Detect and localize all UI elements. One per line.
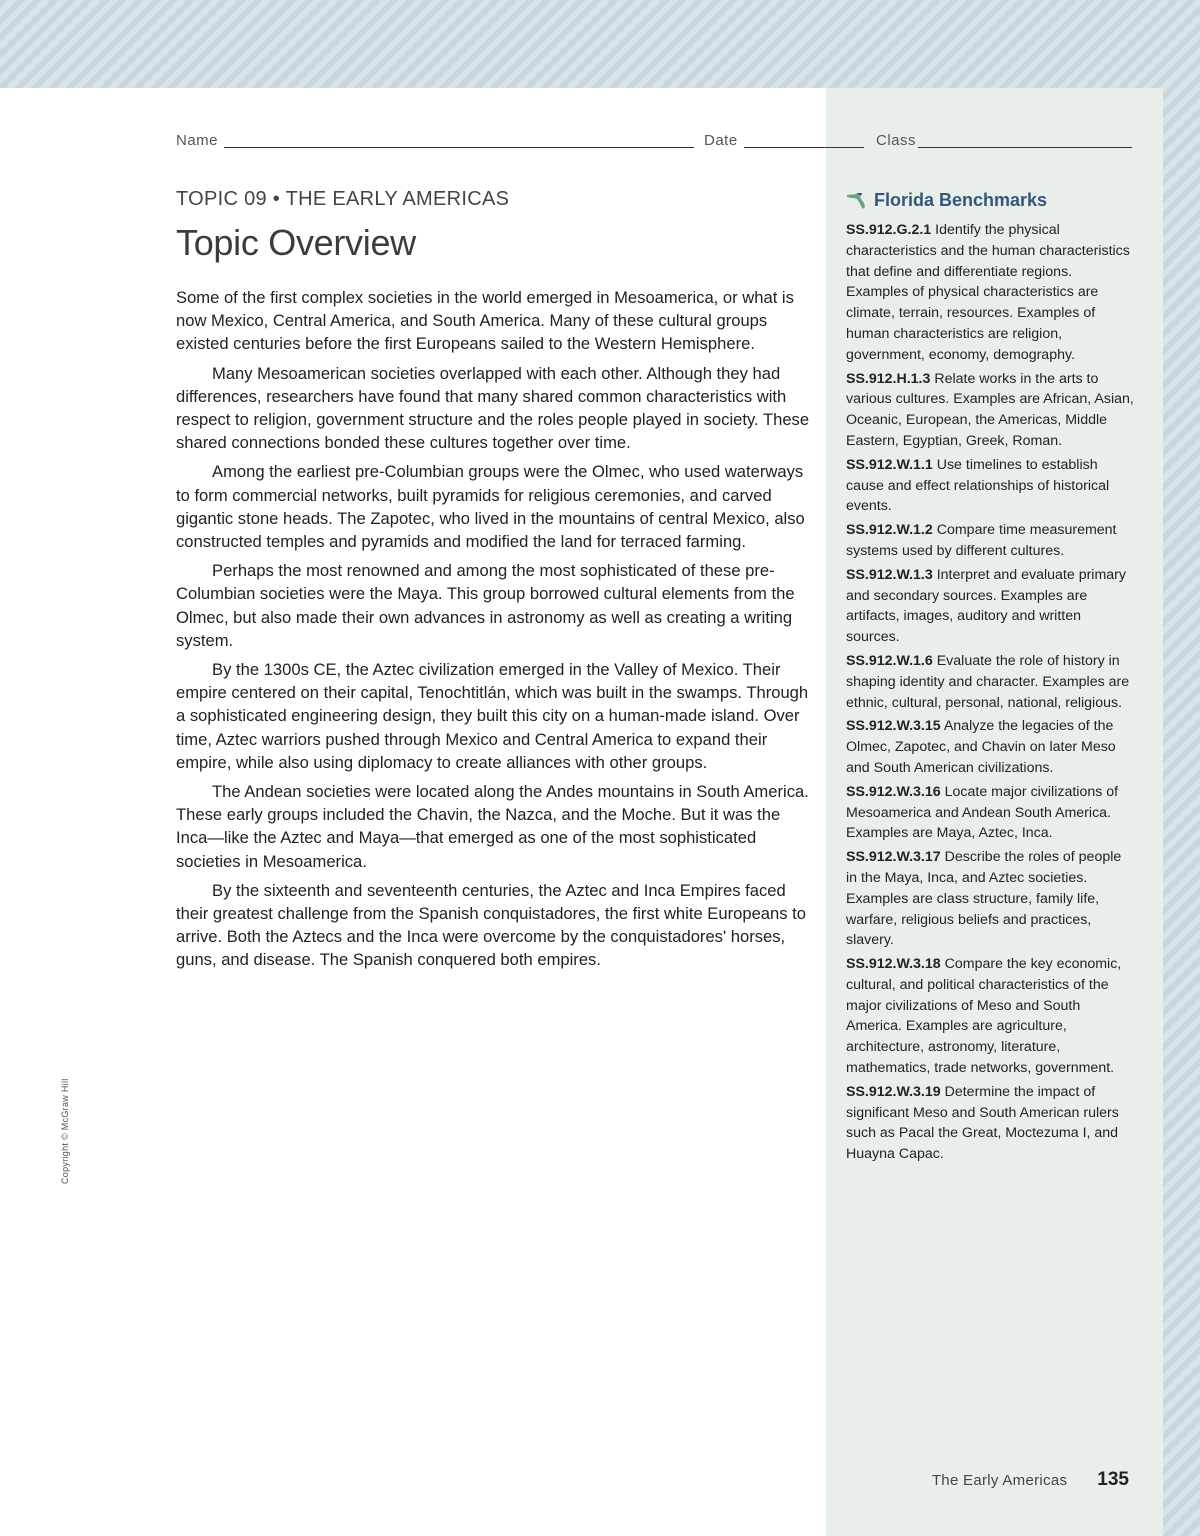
florida-icon [846,192,868,210]
benchmark-text: Analyze the legacies of the Olmec, Zapotec, and Chavin on later Meso and South American civilizations. [846,718,1116,776]
page-title: Topic Overview [176,222,416,263]
benchmark-item [846,651,1134,713]
worksheet-page [0,88,1163,1536]
benchmark-text: Describe the roles of people in the Maya, Inca, and Aztec societies. Examples are class structure, family life, warfare, religious beliefs and practices, slavery. [846,849,1122,949]
footer-section-title: The Early Americas [931,1472,1068,1489]
name-label: Name [176,132,219,149]
paragraph: By the sixteenth and seventeenth centuries, the Aztec and Inca Empires faced their greatest challenge from the Spanish conquistadores, the first white Europeans to arrive. Both the Aztecs and the Inca were overcome by the conquistadores' horses, guns, and disease. The Spanish conquered both empires. [176,880,807,970]
paragraph: Perhaps the most renowned and among the most sophisticated of these pre-Columbian societies were the Maya. This group borrowed cultural elements from the Olmec, but also made their own advances in astronomy as well as creating a writing system. [176,561,795,650]
class-label: Class [876,132,917,149]
benchmark-item [846,369,1134,452]
page-number: 135 [1097,1469,1129,1490]
paragraph: Among the earliest pre-Columbian groups were the Olmec, who used waterways to form commercial networks, built pyramids for religious ceremonies, and carved gigantic stone heads. The Zapotec, who lived in the mountains of central Mexico, also constructed temples and pyramids and modified the land for terraced farming. [176,462,805,552]
benchmarks-heading [846,190,1047,211]
class-field[interactable] [918,147,1132,148]
name-field[interactable] [224,147,694,148]
paragraph: Some of the first complex societies in the world emerged in Mesoamerica, or what is now Mexico, Central America, and South America. Many of these cultural groups existed centuries before the first Europeans sailed to the Western Hemisphere. [176,288,794,354]
paragraph: By the 1300s CE, the Aztec civilization emerged in the Valley of Mexico. Their empire centered on their capital, Tenochtitlán, which was built in the swamps. Through a sophisticated engineering design, they built this city on a human-made island. Over time, Aztec warriors pushed through Mexico and Central America to expand their empire, while also using diplomacy to create alliances with other groups. [176,660,809,772]
benchmarks-list [846,220,1134,1168]
benchmark-code: SS.912.G.2.1 [846,222,932,238]
date-label: Date [704,132,738,149]
page-footer [932,1469,1129,1491]
benchmark-code: SS.912.W.3.16 [846,783,941,800]
benchmark-code: SS.912.W.3.15 [846,718,941,735]
paragraph: The Andean societies were located along the Andes mountains in South America. These early groups included the Chavin, the Nazca, and the Moche. But it was the Inca—like the Aztec and Maya—that emerged as one of the most sophisticated societies in Mesoamerica. [176,782,809,871]
benchmark-code: SS.912.H.1.3 [846,370,931,387]
benchmark-text: Locate major civilizations of Mesoamerica and Andean South America. Examples are Maya, Aztec, Inca. [846,783,1119,842]
benchmark-item [846,716,1134,778]
date-field[interactable] [744,147,864,148]
student-info-header [176,132,1132,152]
benchmark-item [846,847,1134,951]
benchmark-text: Use timelines to establish cause and effect relationships of historical events. [846,456,1110,515]
benchmark-item [846,565,1134,648]
benchmark-item [846,782,1134,844]
benchmark-text: Identify the physical characteristics and the human characteristics that define and differentiate regions. Examples of physical characteristics are climate, terrain, resources. Examples of human characteristics are religion, government, economy, demography. [846,222,1130,363]
benchmark-item [846,455,1134,517]
benchmark-code: SS.912.W.1.1 [846,456,933,473]
benchmark-text: Compare time measurement systems used by different cultures. [846,522,1117,559]
benchmark-item [846,220,1134,366]
benchmark-code: SS.912.W.3.18 [846,956,941,973]
benchmark-text: Determine the impact of significant Meso and South American rulers such as Pacal the Great, Moctezuma I, and Huayna Capac. [846,1083,1119,1163]
benchmark-code: SS.912.W.1.3 [846,566,933,583]
benchmark-code: SS.912.W.1.2 [846,522,933,539]
benchmark-item [846,520,1134,562]
paragraph: Many Mesoamerican societies overlapped with each other. Although they had differences, researchers have found that many shared common characteristics with respect to religion, government structure and the roles people played in society. These shared connections bonded these cultures together over time. [176,363,810,453]
copyright-notice: Copyright © McGraw Hill [60,1078,70,1184]
benchmark-code: SS.912.W.3.17 [846,849,941,866]
benchmark-text: Compare the key economic, cultural, and political characteristics of the major civilizations of Meso and South America. Examples are agriculture, architecture, astronomy, literature, mathematics, trade networks, government. [846,956,1122,1077]
benchmark-text: Evaluate the role of history in shaping identity and character. Examples are ethnic, cultural, personal, national, religious. [846,652,1130,711]
benchmark-item [846,954,1134,1079]
benchmark-text: Interpret and evaluate primary and secondary sources. Examples are artifacts, images, auditory and written sources. [846,566,1126,646]
benchmarks-heading-text: Florida Benchmarks [874,190,1048,210]
benchmark-text: Relate works in the arts to various cultures. Examples are African, Asian, Oceanic, European, the Americas, Middle Eastern, Egyptian, Greek, Roman. [846,370,1134,449]
benchmark-item [846,1082,1134,1165]
overview-body [176,286,816,978]
benchmark-code: SS.912.W.3.19 [846,1083,941,1100]
benchmark-code: SS.912.W.1.6 [846,652,933,669]
topic-label: TOPIC 09 • THE EARLY AMERICAS [176,188,510,210]
